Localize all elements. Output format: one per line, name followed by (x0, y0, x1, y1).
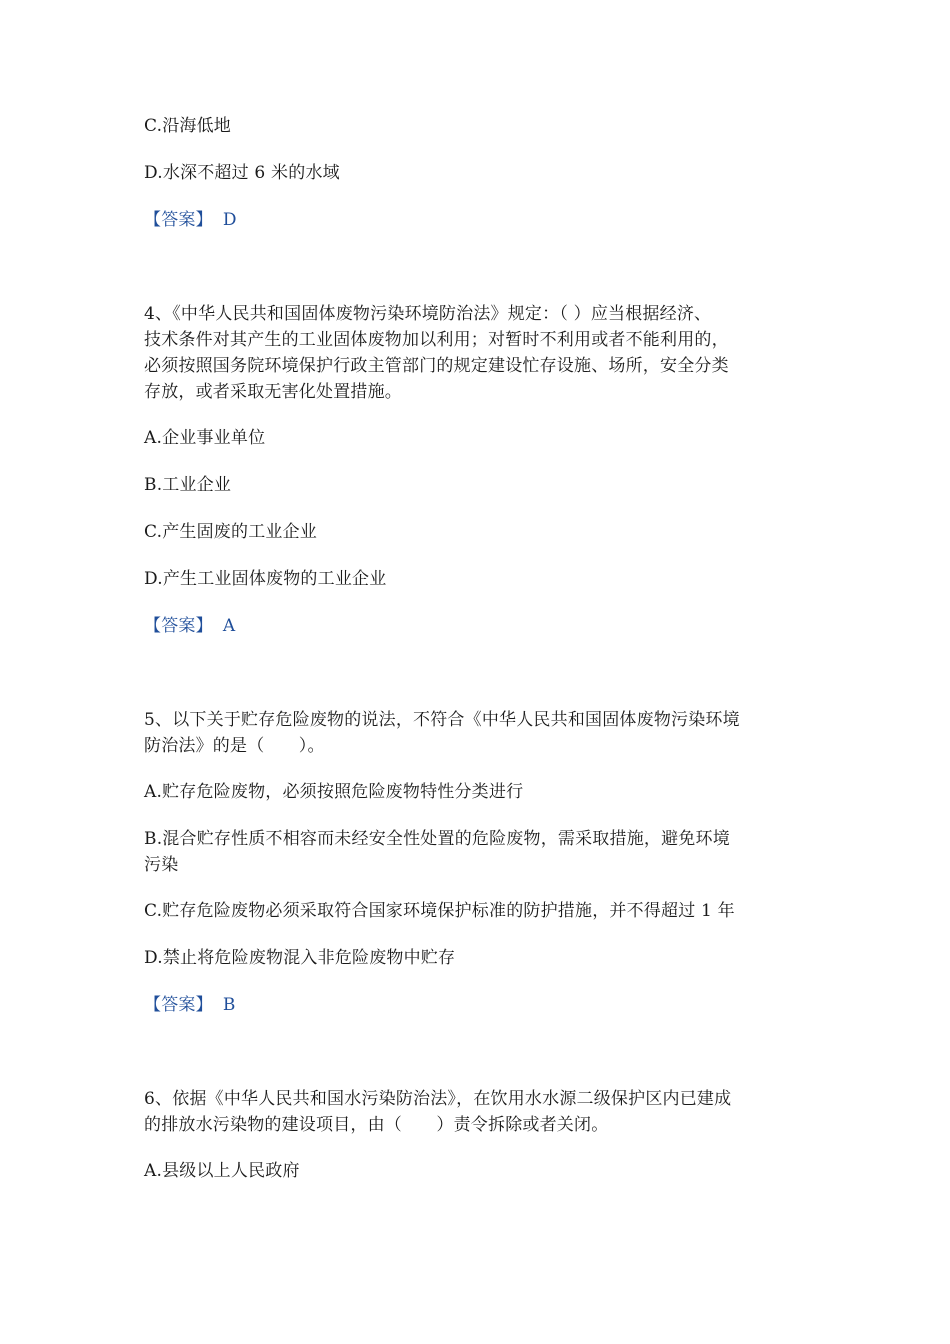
answer-row (144, 614, 235, 638)
option-a: A.企业事业单位 (144, 428, 266, 448)
option-a: A.贮存危险废物，必须按照危险废物特性分类进行 (144, 782, 524, 802)
option-d: D.产生工业固体废物的工业企业 (144, 569, 387, 589)
question-stem-line: 存放，或者采取无害化处置措施。 (144, 382, 402, 402)
question-stem-line: 4、《中华人民共和国固体废物污染环境防治法》规定：（ ）应当根据经济、 (144, 304, 712, 324)
question-stem-line: 技术条件对其产生的工业固体废物加以利用；对暂时不利用或者不能利用的， (144, 330, 729, 350)
question-stem-line: 防治法》的是（ ）。 (144, 736, 325, 756)
option-b-continued: 污染 (144, 855, 179, 875)
option-b: B.工业企业 (144, 475, 232, 495)
answer-label: 【答案】 (144, 995, 213, 1015)
answer-value: A (222, 616, 236, 636)
answer-label: 【答案】 (144, 210, 213, 230)
option-d: D.水深不超过 6 米的水域 (144, 163, 340, 183)
option-b: B.混合贮存性质不相容而未经安全性处置的危险废物，需采取措施，避免环境 (144, 829, 730, 849)
answer-row (144, 993, 236, 1017)
answer-value: B (222, 995, 236, 1015)
question-stem-line: 6、依据《中华人民共和国水污染防治法》，在饮用水水源二级保护区内已建成 (144, 1089, 732, 1109)
question-stem-line: 5、以下关于贮存危险废物的说法，不符合《中华人民共和国固体废物污染环境 (144, 710, 740, 730)
answer-label: 【答案】 (144, 616, 213, 636)
question-stem-line: 的排放水污染物的建设项目，由（ ）责令拆除或者关闭。 (144, 1115, 609, 1135)
question-stem-line: 必须按照国务院环境保护行政主管部门的规定建设忙存设施、场所，安全分类 (144, 356, 729, 376)
option-d: D.禁止将危险废物混入非危险废物中贮存 (144, 948, 456, 968)
option-c: C.沿海低地 (144, 116, 232, 136)
answer-value: D (222, 210, 237, 230)
answer-row (144, 208, 237, 232)
option-c: C.贮存危险废物必须采取符合国家环境保护标准的防护措施，并不得超过 1 年 (144, 901, 735, 921)
option-c: C.产生固废的工业企业 (144, 522, 318, 542)
option-a: A.县级以上人民政府 (144, 1161, 300, 1181)
